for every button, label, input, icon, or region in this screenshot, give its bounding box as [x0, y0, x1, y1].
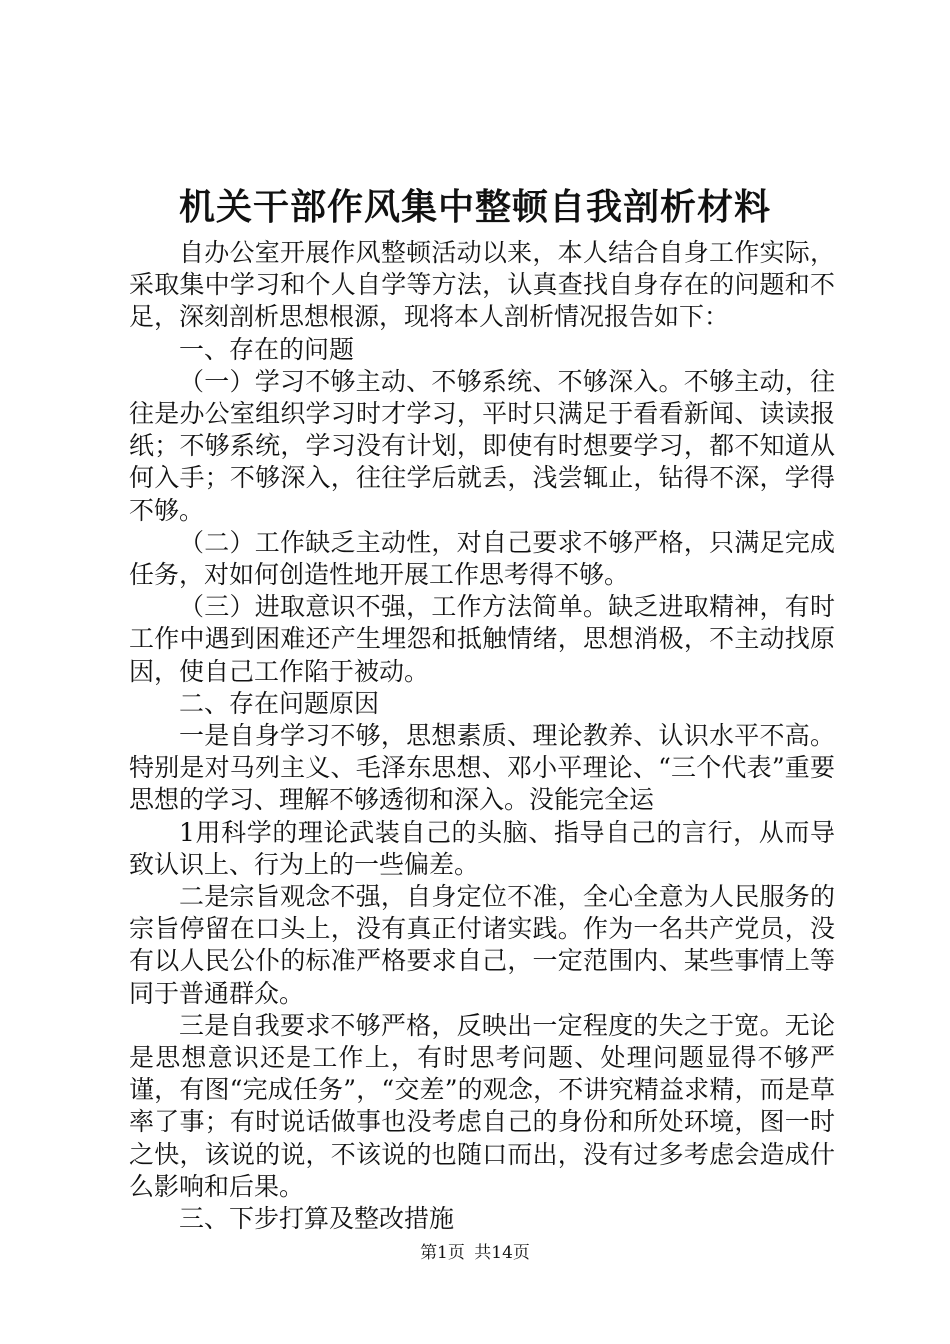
section-heading-measures: 三、下步打算及整改措施	[179, 1204, 455, 1234]
problem-paragraph-1: （一）学习不够主动、不够系统、不够深入。不够主动，往往是办公室组织学习时才学习，平时只满足于看看新闻、读读报纸；不够系统，学习没有计划，即使有时想要学习，都不知道从何入手；不够深入，往往学后就丢，浅尝辄止，钻得不深，学得不够。	[129, 366, 835, 525]
cause-paragraph-2: 二是宗旨观念不强，自身定位不准，全心全意为人民服务的宗旨停留在口头上，没有真正付诸实践。作为一名共产党员，没有以人民公仆的标准严格要求自己，一定范围内、某些事情上等同于普通群众。	[129, 882, 835, 1008]
cause-paragraph-1: 一是自身学习不够，思想素质、理论教养、认识水平不高。特别是对马列主义、毛泽东思想、邓小平理论、“三个代表”重要思想的学习、理解不够透彻和深入。没能完全运	[129, 721, 835, 815]
section-heading-causes: 二、存在问题原因	[179, 688, 380, 718]
cause-paragraph-3: 三是自我要求不够严格，反映出一定程度的失之于宽。无论是思想意识还是工作上，有时思考问题、处理问题显得不够严谨，有图“完成任务”，“交差”的观念，不讲究精益求精，而是草率了事；有时说话做事也没考虑自己的身份和所处环境，图一时之快，该说的说，不该说的也随口而出，没有过多考虑会造成什么影响和后果。	[129, 1010, 835, 1201]
cause-paragraph-1-continued: 1用科学的理论武装自己的头脑、指导自己的言行，从而导致认识上、行为上的一些偏差。	[129, 817, 835, 879]
problem-paragraph-2: （二）工作缺乏主动性，对自己要求不够严格，只满足完成任务，对如何创造性地开展工作思考得不够。	[129, 527, 835, 590]
document-body	[129, 237, 835, 1235]
section-heading-problems: 一、存在的问题	[179, 334, 355, 364]
page-footer: 第1页 共14页	[420, 1243, 530, 1263]
intro-paragraph: 自办公室开展作风整顿活动以来，本人结合自身工作实际，采取集中学习和个人自学等方法，认真查找自身存在的问题和不足，深刻剖析思想根源，现将本人剖析情况报告如下：	[129, 238, 835, 332]
problem-paragraph-3: （三）进取意识不强，工作方法简单。缺乏进取精神，有时工作中遇到困难还产生埋怨和抵触情绪，思想消极，不主动找原因，使自己工作陷于被动。	[129, 592, 835, 686]
document-title: 机关干部作风集中整顿自我剖析材料	[178, 187, 771, 228]
